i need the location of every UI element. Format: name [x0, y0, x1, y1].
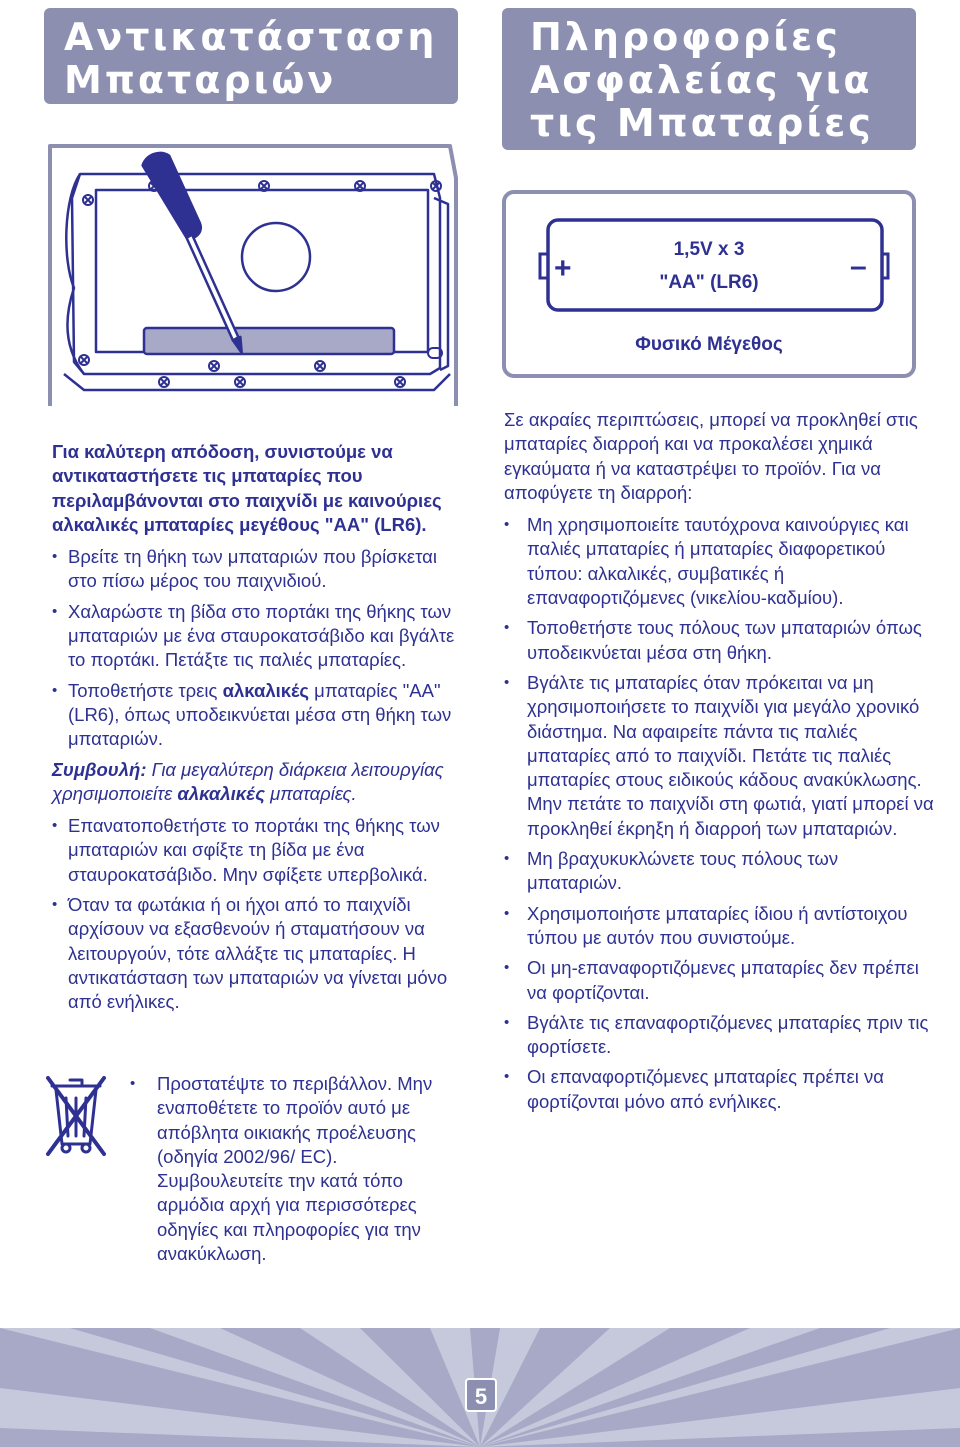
- battery-type: "AA" (LR6): [659, 272, 759, 293]
- tip-note: Συμβουλή: Για μεγαλύτερη διάρκεια λειτουργίας χρησιμοποιείτε αλκαλικές μπαταρίες.: [52, 758, 444, 804]
- tip-label: Συμβουλή:: [52, 758, 147, 780]
- battery-replacement-title: Αντικατάσταση Μπαταριών: [44, 8, 458, 104]
- list-item: • Όταν τα φωτάκια ή οι ήχοι από το παιχνίδι αρχίσουν να εξασθενούν ή σταματήσουν να λειτουργούν, τότε αλλάξτε τις μπαταρίες. Η αντικατάσταση των μπαταριών να γίνεται μόνο από ενήλικες.: [52, 893, 464, 1014]
- battery-voltage: 1,5V x 3: [673, 239, 745, 260]
- list-item: • Βρείτε τη θήκη των μπαταριών που βρίσκεται στο πίσω μέρος του παιχνιδιού.: [52, 545, 464, 594]
- battery-safety-section: [504, 408, 934, 1120]
- list-item: • Βγάλτε τις επαναφορτιζόμενες μπαταρίες πριν τις φορτίσετε.: [504, 1011, 934, 1060]
- negative-terminal-icon: –: [850, 250, 867, 283]
- list-item: • Οι επαναφορτιζόμενες μπαταρίες πρέπει να φορτίζονται μόνο από ενήλικες.: [504, 1065, 934, 1114]
- replacement-steps-list: [52, 545, 464, 751]
- list-item: • Χαλαρώστε τη βίδα στο πορτάκι της θήκης των μπαταριών με ένα σταυροκατσάβιδο και βγάλτε το πορτάκι. Πετάξτε τις παλιές μπαταρίες.: [52, 600, 464, 673]
- list-item: • Τοποθετήστε τρεις αλκαλικές μπαταρίες "AA" (LR6), όπως υποδεικνύεται μέσα στη θήκη των μπαταριών.: [52, 679, 464, 752]
- battery-compartment-illustration: [44, 138, 458, 410]
- battery-replacement-section: [52, 440, 464, 1021]
- replacement-intro: Για καλύτερη απόδοση, συνιστούμε να αντικαταστήσετε τις μπαταρίες που περιλαμβάνονται στο παιχνίδι με καινούριες αλκαλικές μπαταρίες μεγέθους "AA" (LR6).: [52, 441, 442, 535]
- list-item: • Επανατοποθετήστε το πορτάκι της θήκης των μπαταριών και σφίξτε τη βίδα με ένα σταυροκατσάβιδο. Μην σφίξετε υπερβολικά.: [52, 814, 464, 887]
- safety-list: [504, 513, 934, 1114]
- safety-intro: Σε ακραίες περιπτώσεις, μπορεί να προκληθεί στις μπαταρίες διαρροή και να προκαλέσει χημικά εγκαύματα ή να καταστρέψει το προϊόν. Για να αποφύγετε τη διαρροή:: [504, 409, 918, 503]
- list-item: • Οι μη-επαναφορτιζόμενες μπαταρίες δεν πρέπει να φορτίζονται.: [504, 956, 934, 1005]
- list-item: • Μη χρησιμοποιείτε ταυτόχρονα καινούργιες και παλιές μπαταρίες ή μπαταρίες διαφορετικού τύπου: αλκαλικές, συμβατικές ή επαναφορτιζόμενες (νικελίου-καδμίου).: [504, 513, 934, 610]
- list-item: • Βγάλτε τις μπαταρίες όταν πρόκειται να μη χρησιμοποιήσετε το παιχνίδι για μεγάλο χρονικό διάστημα. Να αφαιρείτε πάντα τις παλιές μπαταρίες από το παιχνίδι. Πετάτε τις παλιές μπαταρίες στους ειδικούς κάδους ανακύκλωσης. Μην πετάτε το παιχνίδι στη φωτιά, γιατί μπορεί να προκληθεί έκρηξη ή διαρροή των μπαταριών.: [504, 671, 934, 841]
- battery-safety-title: Πληροφορίες Ασφαλείας για τις Μπαταρίες: [502, 8, 916, 150]
- list-item: • Μη βραχυκυκλώνετε τους πόλους των μπαταριών.: [504, 847, 934, 896]
- aa-battery-icon: [534, 214, 892, 314]
- list-item: • Χρησιμοποιήστε μπαταρίες ίδιου ή αντίστοιχου τύπου με αυτόν που συνιστούμε.: [504, 902, 934, 951]
- crossed-out-bin-icon: [44, 1074, 108, 1158]
- replacement-steps-list-continued: [52, 814, 464, 1014]
- page-number: 5: [465, 1378, 497, 1412]
- positive-terminal-icon: +: [554, 252, 572, 285]
- environment-notice: • Προστατέψτε το περιβάλλον. Μην εναποθέτετε το προϊόν αυτό με απόβλητα οικιακής προέλευσης (οδηγία 2002/96/ EC). Συμβουλευτείτε την κατά τόπο αρμόδια αρχή για περισσότερες οδηγίες και πληροφορίες για την ανακύκλωση.: [130, 1072, 457, 1266]
- list-item: • Τοποθετήστε τους πόλους των μπαταριών όπως υποδεικνύεται μέσα στη θήκη.: [504, 616, 934, 665]
- actual-size-caption: Φυσικό Μέγεθος: [635, 334, 783, 355]
- battery-size-card: [502, 190, 916, 378]
